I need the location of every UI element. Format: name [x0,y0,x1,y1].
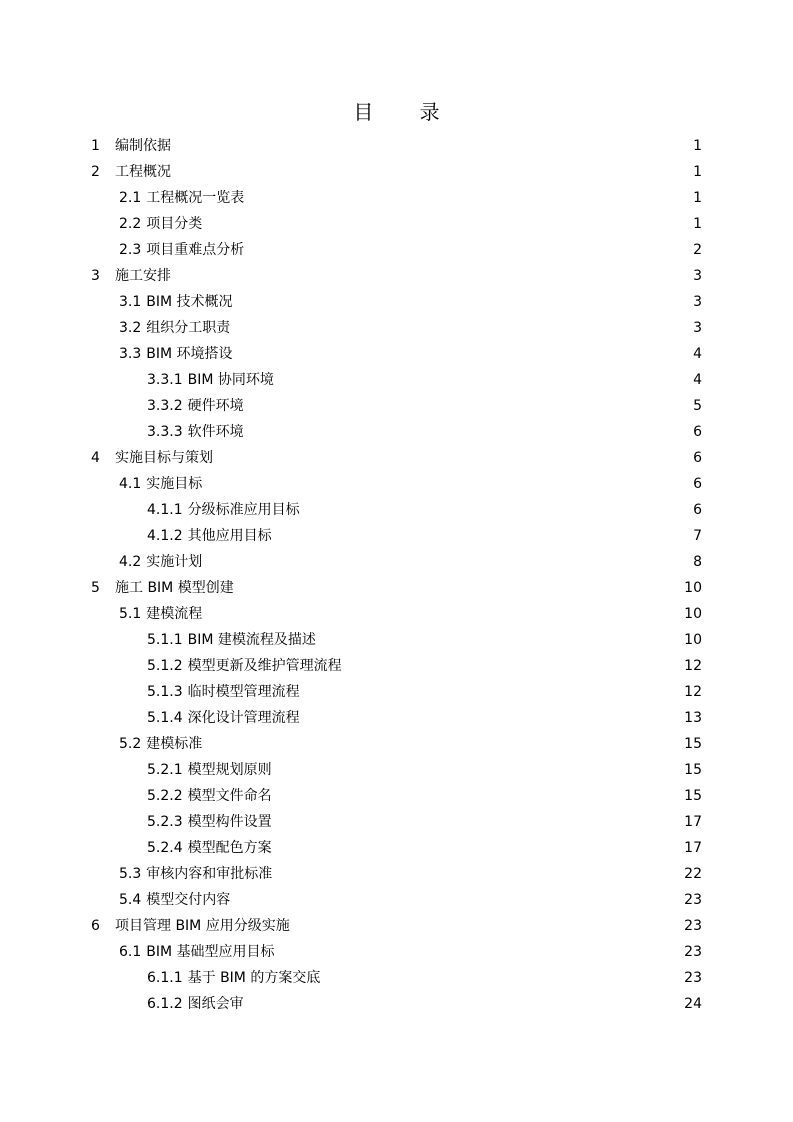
toc-entry-number: 5.3 [119,866,142,882]
toc-entry-page-number: 6 [693,502,702,518]
toc-entry-page-number: 4 [693,346,702,362]
dot-leader [320,627,680,653]
toc-entry[interactable] [0,133,793,159]
toc-entry-number: 5.1.2 [147,658,183,674]
dot-leader [175,133,689,159]
toc-entry-number: 3.2 [119,320,142,336]
toc-entry[interactable] [0,601,793,627]
toc-entry-number: 2.1 [119,190,142,206]
toc-entry[interactable] [0,471,793,497]
toc-entry-page-number: 6 [693,450,702,466]
toc-entry-number: 5 [91,580,100,596]
toc-entry[interactable] [0,419,793,445]
dot-leader [217,445,689,471]
dot-leader [276,809,681,835]
toc-entry-label: 实施目标与策划 [115,450,213,466]
toc-entry-label: 施工 BIM 模型创建 [115,580,234,596]
toc-entry-page-number: 12 [684,684,702,700]
dot-leader [346,653,681,679]
toc-entry-label: BIM 协同环境 [187,372,274,388]
toc-entry[interactable] [0,523,793,549]
toc-entry-label: BIM 技术概况 [146,294,233,310]
toc-entry-number: 5.2.2 [147,788,183,804]
toc-entry-label: 实施目标 [146,476,203,492]
toc-entry[interactable] [0,445,793,471]
toc-entry-page-number: 13 [684,710,702,726]
toc-entry-page-number: 1 [693,190,702,206]
toc-entry-number: 6.1.1 [147,970,183,986]
toc-entry-label: 模型更新及维护管理流程 [187,658,342,674]
toc-entry-page-number: 3 [693,268,702,284]
dot-leader [248,185,689,211]
toc-entry-number: 6.1 [119,944,142,960]
toc-entry[interactable] [0,991,793,1017]
toc-entry-page-number: 17 [684,814,702,830]
toc-entry-page-number: 15 [684,788,702,804]
dot-leader [276,523,689,549]
toc-entry-page-number: 15 [684,736,702,752]
toc-entry[interactable] [0,575,793,601]
dot-leader [278,367,689,393]
toc-entry-label: 模型规划原则 [187,762,272,778]
toc-entry[interactable] [0,887,793,913]
toc-entry-page-number: 15 [684,762,702,778]
toc-entry-page-number: 3 [693,320,702,336]
toc-entry-page-number: 12 [684,658,702,674]
toc-entry-number: 3.1 [119,294,142,310]
dot-leader [237,289,690,315]
toc-list [0,133,793,1017]
toc-entry-page-number: 22 [684,866,702,882]
toc-entry-page-number: 24 [684,996,702,1012]
toc-entry-page-number: 10 [684,580,702,596]
toc-entry-page-number: 1 [693,138,702,154]
toc-entry-page-number: 10 [684,606,702,622]
toc-entry-number: 4.1.1 [147,502,183,518]
toc-entry-page-number: 17 [684,840,702,856]
toc-entry[interactable] [0,627,793,653]
toc-entry-label: 模型交付内容 [146,892,231,908]
dot-leader [294,913,680,939]
toc-entry-label: 建模流程 [146,606,203,622]
toc-entry-number: 3.3 [119,346,142,362]
toc-entry-label: 建模标准 [146,736,203,752]
toc-entry-page-number: 10 [684,632,702,648]
toc-entry[interactable] [0,861,793,887]
toc-entry-page-number: 1 [693,164,702,180]
toc-entry-number: 4.1.2 [147,528,183,544]
toc-entry-label: 硬件环境 [187,398,244,414]
dot-leader [276,835,681,861]
toc-entry-label: 编制依据 [115,138,171,154]
toc-entry[interactable] [0,185,793,211]
toc-entry-label: 审核内容和审批标准 [146,866,273,882]
dot-leader [248,393,689,419]
toc-entry-number: 3.3.1 [147,372,183,388]
toc-entry[interactable] [0,237,793,263]
toc-entry[interactable] [0,263,793,289]
dot-leader [248,419,689,445]
dot-leader [175,159,689,185]
toc-entry[interactable] [0,393,793,419]
toc-entry-number: 6 [91,918,100,934]
toc-entry[interactable] [0,913,793,939]
toc-entry-page-number: 5 [693,398,702,414]
toc-entry[interactable] [0,835,793,861]
dot-leader [206,731,680,757]
dot-leader [324,965,680,991]
dot-leader [206,471,689,497]
toc-entry[interactable] [0,341,793,367]
toc-entry-label: BIM 基础型应用目标 [146,944,275,960]
page-title: 目 录 [353,100,460,124]
dot-leader [234,887,680,913]
toc-entry-number: 2.2 [119,216,142,232]
dot-leader [206,211,689,237]
toc-entry-label: 项目重难点分析 [146,242,245,258]
toc-entry-number: 3.3.2 [147,398,183,414]
toc-entry-label: BIM 环境搭设 [146,346,233,362]
toc-entry[interactable] [0,757,793,783]
dot-leader [276,757,681,783]
toc-entry[interactable] [0,289,793,315]
toc-entry-page-number: 4 [693,372,702,388]
toc-entry-number: 5.2.4 [147,840,183,856]
toc-entry-label: BIM 建模流程及描述 [187,632,316,648]
toc-entry-number: 2.3 [119,242,142,258]
toc-entry-number: 5.4 [119,892,142,908]
toc-entry-number: 5.2.1 [147,762,183,778]
toc-entry-label: 实施计划 [146,554,203,570]
toc-entry-label: 项目管理 BIM 应用分级实施 [115,918,290,934]
toc-entry-label: 软件环境 [187,424,244,440]
toc-entry-page-number: 8 [693,554,702,570]
toc-entry-page-number: 23 [684,892,702,908]
toc-entry-label: 项目分类 [146,216,203,232]
toc-entry-number: 4.2 [119,554,142,570]
toc-entry-label: 工程概况 [115,164,171,180]
toc-entry[interactable] [0,497,793,523]
toc-entry-number: 5.2.3 [147,814,183,830]
toc-entry[interactable] [0,783,793,809]
dot-leader [206,601,680,627]
toc-entry-page-number: 7 [693,528,702,544]
toc-entry[interactable] [0,211,793,237]
toc-entry-page-number: 23 [684,944,702,960]
toc-entry[interactable] [0,679,793,705]
toc-entry-label: 图纸会审 [187,996,244,1012]
toc-entry[interactable] [0,939,793,965]
toc-entry-number: 5.1.1 [147,632,183,648]
dot-leader [175,263,689,289]
toc-entry[interactable] [0,705,793,731]
toc-entry-page-number: 2 [693,242,702,258]
dot-leader [206,549,689,575]
toc-entry[interactable] [0,159,793,185]
dot-leader [237,341,690,367]
dot-leader [276,783,681,809]
toc-entry[interactable] [0,731,793,757]
toc-entry-label: 深化设计管理流程 [187,710,300,726]
toc-entry-number: 3.3.3 [147,424,183,440]
toc-entry-number: 3 [91,268,100,284]
toc-entry-number: 1 [91,138,100,154]
toc-entry-page-number: 6 [693,476,702,492]
dot-leader [234,315,689,341]
toc-entry-number: 5.1.3 [147,684,183,700]
toc-entry-page-number: 1 [693,216,702,232]
toc-entry[interactable] [0,809,793,835]
toc-entry-label: 工程概况一览表 [146,190,245,206]
toc-entry-number: 2 [91,164,100,180]
dot-leader [279,939,681,965]
dot-leader [304,679,681,705]
toc-entry-label: 分级标准应用目标 [187,502,300,518]
toc-entry-label: 施工安排 [115,268,171,284]
toc-entry[interactable] [0,315,793,341]
toc-entry-page-number: 23 [684,918,702,934]
toc-entry-label: 临时模型管理流程 [187,684,300,700]
toc-entry-label: 基于 BIM 的方案交底 [187,970,321,986]
toc-entry-number: 5.1.4 [147,710,183,726]
toc-entry-page-number: 23 [684,970,702,986]
toc-entry[interactable] [0,549,793,575]
toc-entry-label: 模型文件命名 [187,788,272,804]
toc-entry-page-number: 6 [693,424,702,440]
toc-entry-number: 5.2 [119,736,142,752]
toc-entry[interactable] [0,367,793,393]
toc-entry-number: 5.1 [119,606,142,622]
dot-leader [248,237,689,263]
toc-entry[interactable] [0,965,793,991]
toc-entry-label: 模型构件设置 [187,814,272,830]
toc-entry-number: 6.1.2 [147,996,183,1012]
dot-leader [276,861,680,887]
dot-leader [238,575,680,601]
toc-entry-page-number: 3 [693,294,702,310]
toc-entry-label: 其他应用目标 [187,528,272,544]
dot-leader [304,497,689,523]
toc-entry-number: 4.1 [119,476,142,492]
dot-leader [304,705,681,731]
toc-entry[interactable] [0,653,793,679]
toc-entry-label: 模型配色方案 [187,840,272,856]
dot-leader [248,991,681,1017]
toc-entry-label: 组织分工职责 [146,320,231,336]
toc-entry-number: 4 [91,450,100,466]
